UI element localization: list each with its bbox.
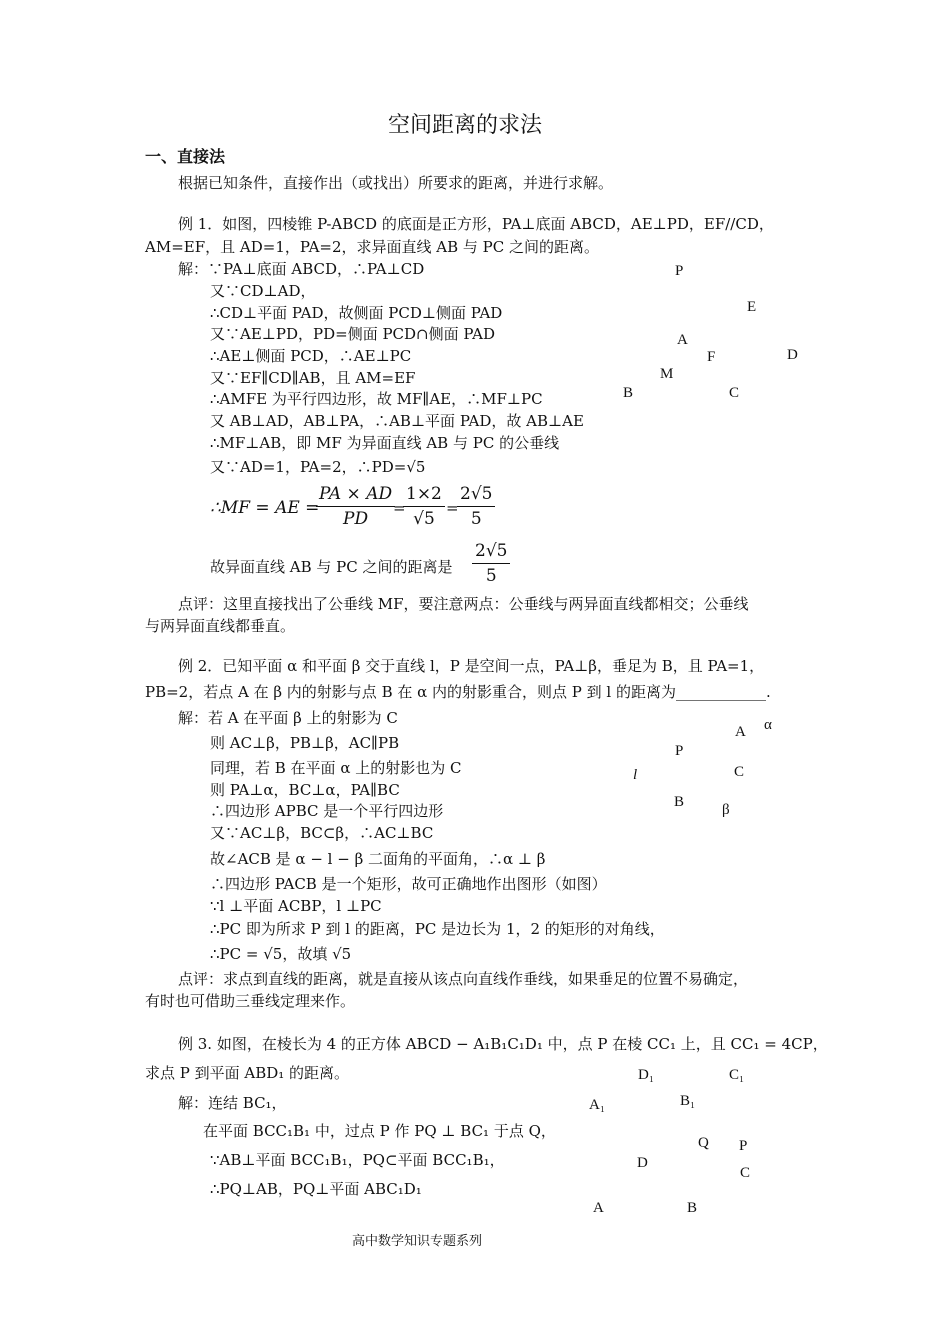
ex2-step: ∵l ⊥平面 ACBP，l ⊥PC bbox=[210, 897, 382, 915]
fig2-label-alpha: α bbox=[764, 717, 772, 733]
ex1-step: ∴AMFE 为平行四边形，故 MF∥AE，∴MF⊥PC bbox=[210, 390, 543, 408]
fig3-label-a: A bbox=[593, 1200, 604, 1216]
ex2-step: 则 PA⊥α，BC⊥α，PA∥BC bbox=[210, 781, 400, 799]
ex1-answer-fraction bbox=[472, 541, 510, 586]
fraction-pa-ad-over-pd bbox=[316, 484, 395, 529]
ex1-question-line2: AM=EF，且 AD=1，PA=2，求异面直线 AB 与 PC 之间的距离。 bbox=[145, 238, 600, 256]
ex1-step: ∴MF⊥AB，即 MF 为异面直线 AB 与 PC 的公垂线 bbox=[210, 434, 560, 452]
fraction-denominator: 5 bbox=[485, 566, 497, 586]
ex1-step: 又∵CD⊥AD， bbox=[210, 282, 316, 300]
fig3-label-d1: D₁ bbox=[638, 1067, 655, 1083]
ex3-step: 解：连结 BC₁， bbox=[178, 1094, 287, 1112]
ex2-step: 则 AC⊥β，PB⊥β，AC∥PB bbox=[210, 734, 400, 752]
fraction-2-over-sqrt5 bbox=[403, 484, 445, 529]
fig2-label-c: C bbox=[734, 764, 745, 780]
ex2-step: 解：若 A 在平面 β 上的射影为 C bbox=[178, 709, 398, 727]
fig2-label-b: B bbox=[674, 794, 685, 810]
section-intro: 根据已知条件，直接作出（或找出）所要求的距离，并进行求解。 bbox=[178, 174, 614, 192]
fig1-label-c: C bbox=[729, 385, 740, 401]
ex2-question-line1: 例 2．已知平面 α 和平面 β 交于直线 l，P 是空间一点，PA⊥β，垂足为 B，且 PA=1， bbox=[178, 657, 765, 675]
fig2-label-beta: β bbox=[722, 802, 730, 818]
fraction-numerator: PA × AD bbox=[316, 484, 395, 507]
section-heading: 一、直接法 bbox=[145, 147, 226, 166]
fig3-label-d: D bbox=[637, 1155, 648, 1171]
ex1-step: 又∵AD=1，PA=2，∴PD=√5 bbox=[210, 458, 426, 476]
fig3-label-b: B bbox=[687, 1200, 698, 1216]
page-footer: 高中数学知识专题系列 bbox=[352, 1234, 483, 1249]
fig3-label-q: Q bbox=[698, 1135, 709, 1151]
ex2-question-line2: PB=2，若点 A 在 β 内的射影与点 B 在 α 内的射影重合，则点 P 到 l 的距离为____________. bbox=[145, 683, 771, 701]
ex3-question-line2: 求点 P 到平面 ABD₁ 的距离。 bbox=[145, 1064, 350, 1082]
fig2-label-l: l bbox=[633, 767, 638, 783]
ex1-step: ∴AE⊥侧面 PCD，∴AE⊥PC bbox=[210, 347, 412, 365]
page-title: 空间距离的求法 bbox=[388, 113, 543, 138]
ex2-step: 故∠ACB 是 α − l − β 二面角的平面角，∴α ⊥ β bbox=[210, 850, 546, 868]
fig3-label-c1: C₁ bbox=[729, 1067, 745, 1083]
equals-sign: = bbox=[393, 499, 406, 517]
fig1-label-p: P bbox=[675, 263, 684, 279]
fig1-label-a: A bbox=[677, 332, 688, 348]
ex2-step: ∴四边形 APBC 是一个平行四边形 bbox=[210, 802, 444, 820]
fraction-numerator: 2√5 bbox=[472, 541, 510, 564]
ex1-step: 又 AB⊥AD，AB⊥PA，∴AB⊥平面 PAD，故 AB⊥AE bbox=[210, 412, 584, 430]
ex2-step: 又∵AC⊥β，BC⊂β，∴AC⊥BC bbox=[210, 824, 434, 842]
fig3-label-b1: B₁ bbox=[680, 1093, 696, 1109]
ex1-step: ∴CD⊥平面 PAD，故侧面 PCD⊥侧面 PAD bbox=[210, 304, 503, 322]
ex1-comment-line1: 点评：这里直接找出了公垂线 MF，要注意两点：公垂线与两异面直线都相交；公垂线 bbox=[178, 595, 749, 613]
ex1-step: 又∵AE⊥PD，PD=侧面 PCD∩侧面 PAD bbox=[210, 325, 495, 343]
ex3-step: ∵AB⊥平面 BCC₁B₁，PQ⊂平面 BCC₁B₁， bbox=[210, 1151, 505, 1169]
fraction-denominator: 5 bbox=[470, 509, 482, 529]
ex3-step: 在平面 BCC₁B₁ 中，过点 P 作 PQ ⊥ BC₁ 于点 Q， bbox=[203, 1122, 556, 1140]
fig1-label-b: B bbox=[623, 385, 634, 401]
fraction-2sqrt5-over-5 bbox=[457, 484, 495, 529]
ex2-comment-line2: 有时也可借助三垂线定理来作。 bbox=[145, 992, 356, 1010]
ex1-step: 又∵EF∥CD∥AB，且 AM=EF bbox=[210, 369, 416, 387]
ex2-step: ∴PC 即为所求 P 到 l 的距离，PC 是边长为 1，2 的矩形的对角线， bbox=[210, 920, 665, 938]
fraction-numerator: 1×2 bbox=[403, 484, 445, 507]
fig3-label-p: P bbox=[739, 1138, 748, 1154]
ex2-step: ∴PC = √5，故填 √5 bbox=[210, 945, 352, 963]
fraction-numerator: 2√5 bbox=[457, 484, 495, 507]
fraction-denominator: √5 bbox=[413, 509, 435, 529]
fig3-label-a1: A₁ bbox=[589, 1097, 606, 1113]
ex3-step: ∴PQ⊥AB，PQ⊥平面 ABC₁D₁ bbox=[210, 1180, 422, 1198]
ex1-comment-line2: 与两异面直线都垂直。 bbox=[145, 617, 296, 635]
fig1-label-d: D bbox=[787, 347, 798, 363]
ex3-question-line1: 例 3. 如图，在棱长为 4 的正方体 ABCD − A₁B₁C₁D₁ 中，点 P 在棱 CC₁ 上，且 CC₁ = 4CP， bbox=[178, 1035, 828, 1053]
ex1-question-line1: 例 1．如图，四棱锥 P-ABCD 的底面是正方形，PA⊥底面 ABCD，AE⊥PD，EF//CD， bbox=[178, 215, 774, 233]
fig1-label-e: E bbox=[747, 299, 757, 315]
fig2-label-a: A bbox=[735, 724, 746, 740]
fig2-label-p: P bbox=[675, 743, 684, 759]
ex2-comment-line1: 点评：求点到直线的距离，就是直接从该点向直线作垂线，如果垂足的位置不易确定， bbox=[178, 970, 749, 988]
fig1-label-f: F bbox=[707, 349, 716, 365]
equals-sign: = bbox=[446, 499, 459, 517]
ex2-step: ∴四边形 PACB 是一个矩形，故可正确地作出图形（如图） bbox=[210, 875, 607, 893]
fig3-label-c: C bbox=[740, 1165, 751, 1181]
fraction-denominator: PD bbox=[343, 509, 369, 529]
fig1-label-m: M bbox=[660, 366, 674, 382]
mf-equation-lhs: ∴MF = AE = bbox=[210, 498, 320, 518]
ex2-step: 同理，若 B 在平面 α 上的射影也为 C bbox=[210, 759, 462, 777]
ex1-answer: 故异面直线 AB 与 PC 之间的距离是 bbox=[210, 558, 453, 576]
ex1-step: 解：∵PA⊥底面 ABCD，∴PA⊥CD bbox=[178, 260, 425, 278]
